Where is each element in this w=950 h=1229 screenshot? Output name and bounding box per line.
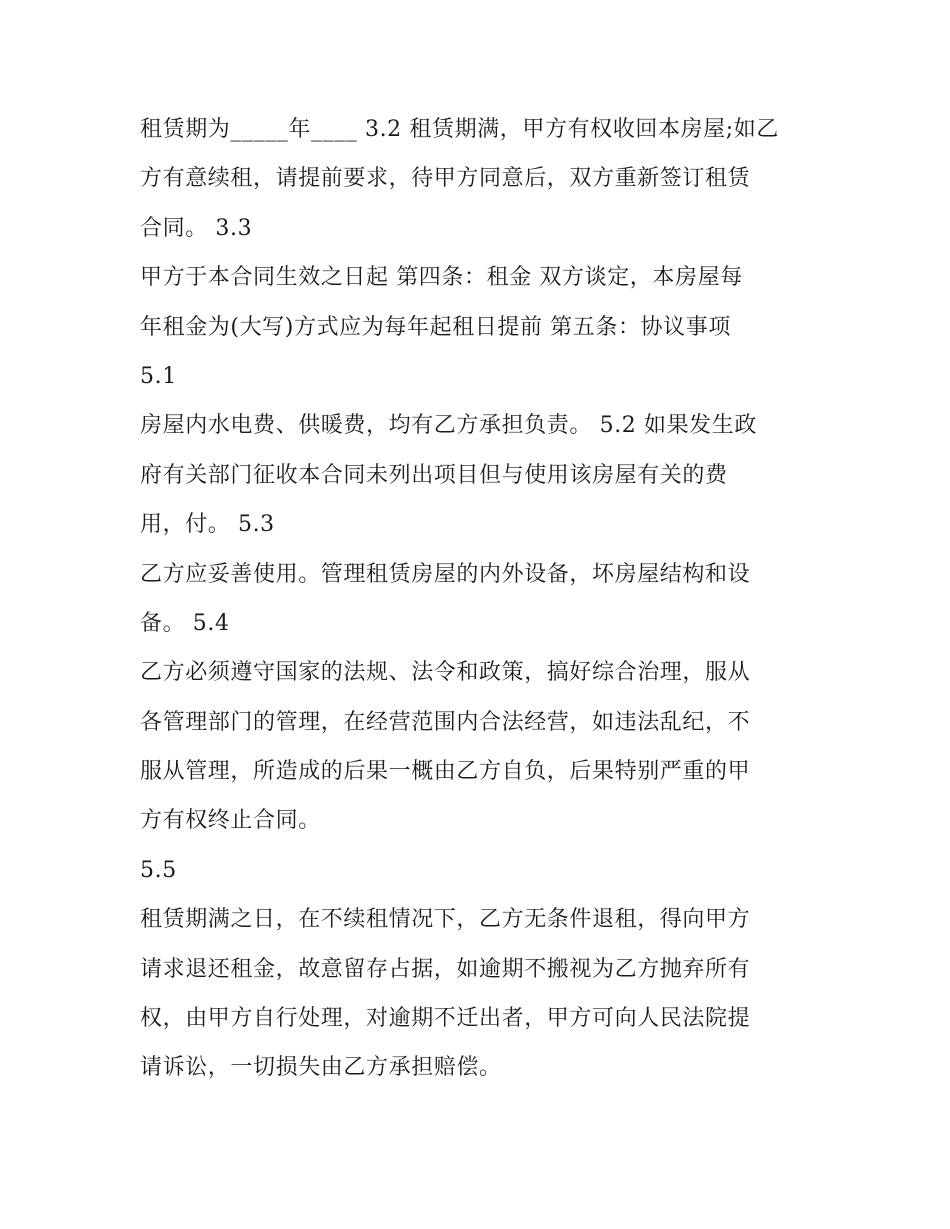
text-line: 备。 5.4 bbox=[140, 610, 230, 636]
text-line: 房屋内水电费、供暖费，均有乙方承担负责。 5.2 如果发生政 bbox=[140, 413, 757, 439]
text-line: 请求退还租金，故意留存占据，如逾期不搬视为乙方抛弃所有 bbox=[140, 956, 751, 982]
text-line: 合同。 3.3 bbox=[140, 215, 253, 241]
text-line: 权，由甲方自行处理，对逾期不迁出者，甲方可向人民法院提 bbox=[140, 1006, 751, 1032]
text-line: 年租金为(大写)方式应为每年起租日提前 第五条：协议事项 bbox=[140, 314, 731, 340]
text-line: 方有权终止合同。 bbox=[140, 808, 321, 834]
text-line: 用，付。 5.3 bbox=[140, 512, 275, 538]
text-line: 方有意续租，请提前要求，待甲方同意后，双方重新签订租赁 bbox=[140, 166, 751, 192]
text-line: 租赁期满之日，在不续租情况下，乙方无条件退租，得向甲方 bbox=[140, 907, 751, 933]
text-line: 乙方必须遵守国家的法规、法令和政策，搞好综合治理，服从 bbox=[140, 660, 751, 686]
text-line: 各管理部门的管理，在经营范围内合法经营，如违法乱纪，不 bbox=[140, 709, 751, 735]
text-line: 甲方于本合同生效之日起 第四条：租金 双方谈定，本房屋每 bbox=[140, 265, 743, 291]
text-line: 乙方应妥善使用。管理租赁房屋的内外设备，坏房屋结构和设 bbox=[140, 561, 751, 587]
text-line: 5.5 bbox=[140, 857, 177, 883]
text-line: 请诉讼，一切损失由乙方承担赔偿。 bbox=[140, 1055, 502, 1081]
text-line: 租赁期为_____年____ 3.2 租赁期满，甲方有权收回本房屋;如乙 bbox=[140, 117, 779, 142]
text-line: 服从管理，所造成的后果一概由乙方自负，后果特别严重的甲 bbox=[140, 759, 751, 785]
text-line: 府有关部门征收本合同未列出项目但与使用该房屋有关的费 bbox=[140, 462, 728, 488]
document-body bbox=[140, 105, 820, 1093]
text-line: 5.1 bbox=[140, 363, 177, 389]
